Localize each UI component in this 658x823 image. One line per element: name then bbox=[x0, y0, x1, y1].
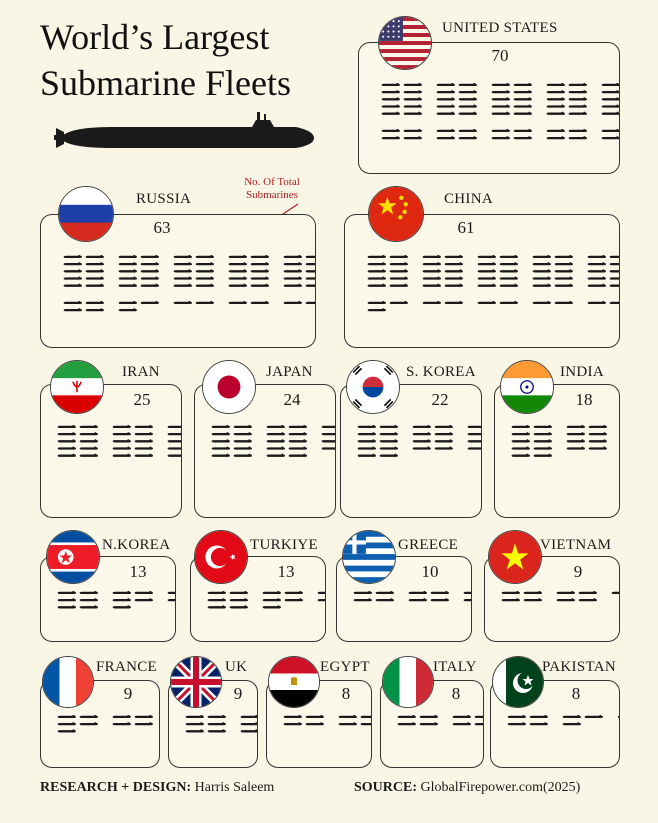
country-name: PAKISTAN bbox=[542, 659, 616, 675]
greece-flag-icon bbox=[342, 530, 396, 584]
footer-source-label: SOURCE: bbox=[354, 780, 418, 795]
vietnam-flag-icon bbox=[488, 530, 542, 584]
submarine-count: 9 bbox=[123, 684, 133, 703]
footer-credit bbox=[40, 780, 274, 796]
country-name: INDIA bbox=[560, 364, 604, 380]
submarine-count: 10 bbox=[421, 562, 439, 581]
nkorea-flag-icon bbox=[46, 530, 100, 584]
footer-credit-label: RESEARCH + DESIGN: bbox=[40, 780, 192, 795]
country-name: EGYPT bbox=[320, 659, 370, 675]
country-name: JAPAN bbox=[266, 364, 313, 380]
country-name: RUSSIA bbox=[136, 191, 192, 207]
country-name: TURKIYE bbox=[250, 537, 318, 553]
japan-flag-icon bbox=[202, 360, 256, 414]
country-name: VIETNAM bbox=[540, 537, 612, 553]
submarine-count: 63 bbox=[153, 218, 171, 237]
russia-flag-icon bbox=[58, 186, 114, 242]
country-name: ITALY bbox=[433, 659, 477, 675]
uk-flag-icon bbox=[170, 656, 222, 708]
pakistan-flag-icon bbox=[492, 656, 544, 708]
submarine-count: 24 bbox=[283, 390, 301, 409]
turkey-flag-icon bbox=[194, 530, 248, 584]
footer-source-value: GlobalFirepower.com(2025) bbox=[420, 780, 581, 795]
country-name: CHINA bbox=[444, 191, 493, 207]
submarine-count: 9 bbox=[573, 562, 583, 581]
submarine-count: 8 bbox=[451, 684, 461, 703]
submarine-count: 9 bbox=[233, 684, 243, 703]
footer-source bbox=[354, 780, 580, 796]
india-flag-icon bbox=[500, 360, 554, 414]
annotation-label: No. Of Total Submarines bbox=[244, 176, 300, 201]
submarine-count: 18 bbox=[575, 390, 593, 409]
skorea-flag-icon bbox=[346, 360, 400, 414]
france-flag-icon bbox=[42, 656, 94, 708]
submarine-count: 25 bbox=[133, 390, 151, 409]
submarine-count: 61 bbox=[457, 218, 475, 237]
submarine-count: 13 bbox=[277, 562, 295, 581]
italy-flag-icon bbox=[382, 656, 434, 708]
country-name: FRANCE bbox=[96, 659, 157, 675]
usa-flag-icon bbox=[378, 16, 432, 70]
submarine-count: 22 bbox=[431, 390, 449, 409]
submarine-count: 8 bbox=[571, 684, 581, 703]
country-name: UK bbox=[225, 659, 248, 675]
submarine-count: 13 bbox=[129, 562, 147, 581]
country-name: N.KOREA bbox=[102, 537, 171, 553]
country-name: S. KOREA bbox=[406, 364, 476, 380]
footer-credit-value: Harris Saleem bbox=[194, 780, 275, 795]
egypt-flag-icon bbox=[268, 656, 320, 708]
submarine-count: 8 bbox=[341, 684, 351, 703]
submarine-count: 70 bbox=[491, 46, 509, 65]
china-flag-icon bbox=[368, 186, 424, 242]
country-name: IRAN bbox=[122, 364, 160, 380]
submarine-icon bbox=[52, 110, 320, 160]
country-name: GREECE bbox=[398, 537, 459, 553]
country-name: UNITED STATES bbox=[442, 20, 558, 36]
page-title: World’s Largest Submarine Fleets bbox=[40, 17, 291, 103]
iran-flag-icon bbox=[50, 360, 104, 414]
